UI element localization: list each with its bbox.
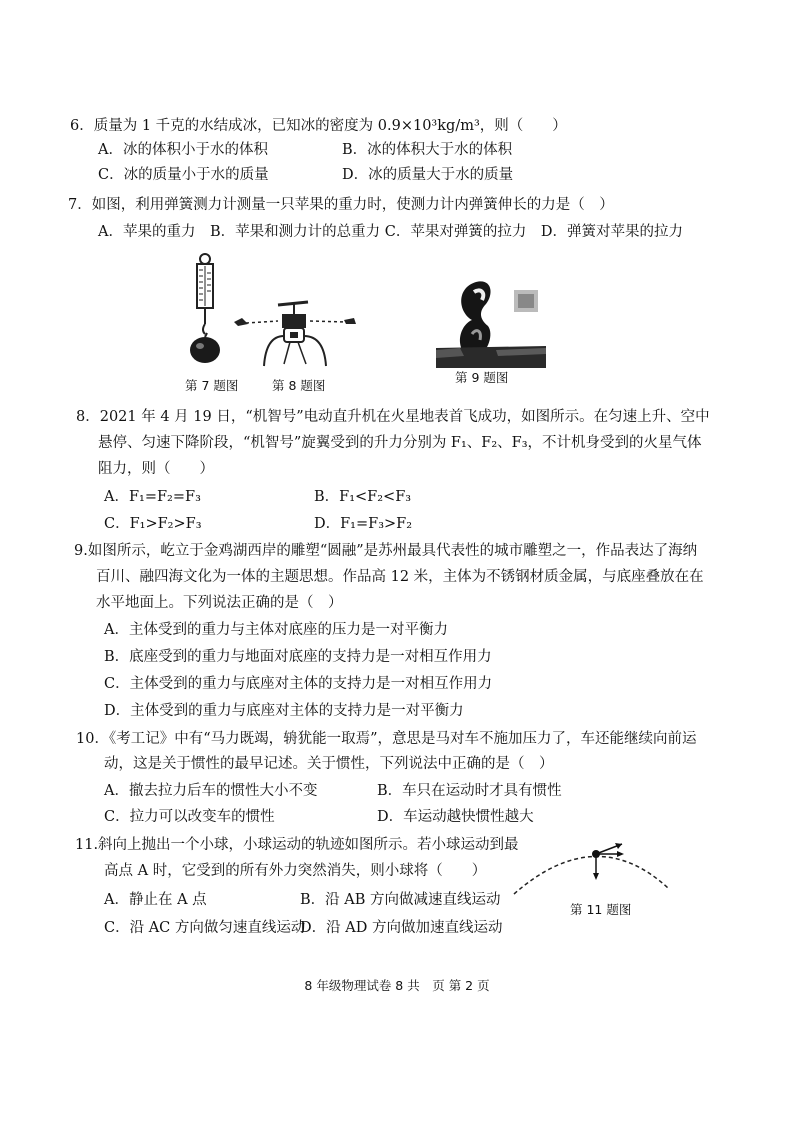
- question-8-option-d: D．F₁=F₃>F₂: [314, 516, 413, 532]
- question-6-option-d: D．冰的质量大于水的质量: [342, 167, 514, 183]
- question-10-stem-line1: 10．《考工记》中有“马力既竭，辀犹能一取焉”，意思是马对车不施加压力了，车还能继续向前运: [76, 731, 697, 747]
- question-9-option-c: C．主体受到的重力与底座对主体的支持力是一对相互作用力: [104, 676, 493, 692]
- figure-9-caption: 第 9 题图: [455, 370, 509, 385]
- question-9-stem-line2: 百川、融四海文化为一体的主题思想。作品高 12 米，主体为不锈钢材质金属，与底座叠放在在: [96, 569, 704, 585]
- question-8-option-c: C．F₁>F₂>F₃: [104, 516, 202, 532]
- question-11-stem-line1: 11.斜向上抛出一个小球，小球运动的轨迹如图所示。若小球运动到最: [75, 837, 519, 853]
- question-10-option-c: C．拉力可以改变车的惯性: [104, 809, 275, 825]
- question-8-option-a: A．F₁=F₂=F₃: [104, 489, 201, 505]
- question-10-stem-line2: 动，这是关于惯性的最早记述。关于惯性，下列说法中正确的是（ ）: [104, 756, 554, 772]
- question-9-option-b: B．底座受到的重力与地面对底座的支持力是一对相互作用力: [104, 649, 492, 665]
- sculpture-photo-figure: [436, 264, 546, 368]
- figure-11-caption: 第 11 题图: [570, 902, 632, 917]
- question-11-option-b: B．沿 AB 方向做减速直线运动: [300, 892, 501, 908]
- trajectory-figure: [510, 838, 670, 898]
- figure-8-caption: 第 8 题图: [272, 378, 326, 393]
- question-10-option-a: A．撤去拉力后车的惯性大小不变: [104, 783, 318, 799]
- question-9-stem-line3: 水平地面上。下列说法正确的是（ ）: [96, 595, 343, 611]
- spring-scale-apple-figure: [180, 252, 230, 368]
- question-6-option-b: B．冰的体积大于水的体积: [342, 142, 513, 158]
- question-8-option-b: B．F₁<F₂<F₃: [314, 489, 412, 505]
- question-8-stem-line1: 8．2021 年 4 月 19 日，“机智号”电动直升机在火星地表首飞成功，如图所示。在匀速上升、空中: [76, 409, 710, 425]
- question-6-option-c: C．冰的质量小于水的质量: [98, 167, 269, 183]
- helicopter-figure: [228, 292, 362, 368]
- question-6-stem: 6．质量为 1 千克的水结成冰，已知冰的密度为 0.9×10³kg/m³，则（ ）: [70, 118, 567, 134]
- question-7-stem: 7．如图，利用弹簧测力计测量一只苹果的重力时，使测力计内弹簧伸长的力是（ ）: [68, 197, 614, 213]
- question-10-option-d: D．车运动越快惯性越大: [377, 809, 534, 825]
- question-9-stem-line1: 9.如图所示，屹立于金鸡湖西岸的雕塑“圆融”是苏州最具代表性的城市雕塑之一，作品表达了海纳: [74, 543, 698, 559]
- question-10-option-b: B．车只在运动时才具有惯性: [377, 783, 562, 799]
- question-11-option-c: C．沿 AC 方向做匀速直线运动: [104, 920, 306, 936]
- question-8-stem-line2: 悬停、匀速下降阶段，“机智号”旋翼受到的升力分别为 F₁、F₂、F₃，不计机身受到的火星气体: [98, 435, 702, 451]
- question-8-stem-line3: 阻力，则（ ）: [98, 461, 214, 477]
- question-11-option-d: D．沿 AD 方向做加速直线运动: [300, 920, 503, 936]
- question-9-option-a: A．主体受到的重力与主体对底座的压力是一对平衡力: [104, 622, 448, 638]
- question-9-option-d: D．主体受到的重力与底座对主体的支持力是一对平衡力: [104, 703, 464, 719]
- page-footer: 8 年级物理试卷 8 共 页 第 2 页: [304, 978, 490, 993]
- question-11-stem-line2: 高点 A 时，它受到的所有外力突然消失，则小球将（ ）: [104, 863, 487, 879]
- question-6-option-a: A．冰的体积小于水的体积: [98, 142, 268, 158]
- question-11-option-a: A．静止在 A 点: [104, 892, 207, 908]
- question-7-options: A．苹果的重力 B．苹果和测力计的总重力 C．苹果对弹簧的拉力 D．弹簧对苹果的拉力: [98, 224, 683, 240]
- figure-7-caption: 第 7 题图: [185, 378, 239, 393]
